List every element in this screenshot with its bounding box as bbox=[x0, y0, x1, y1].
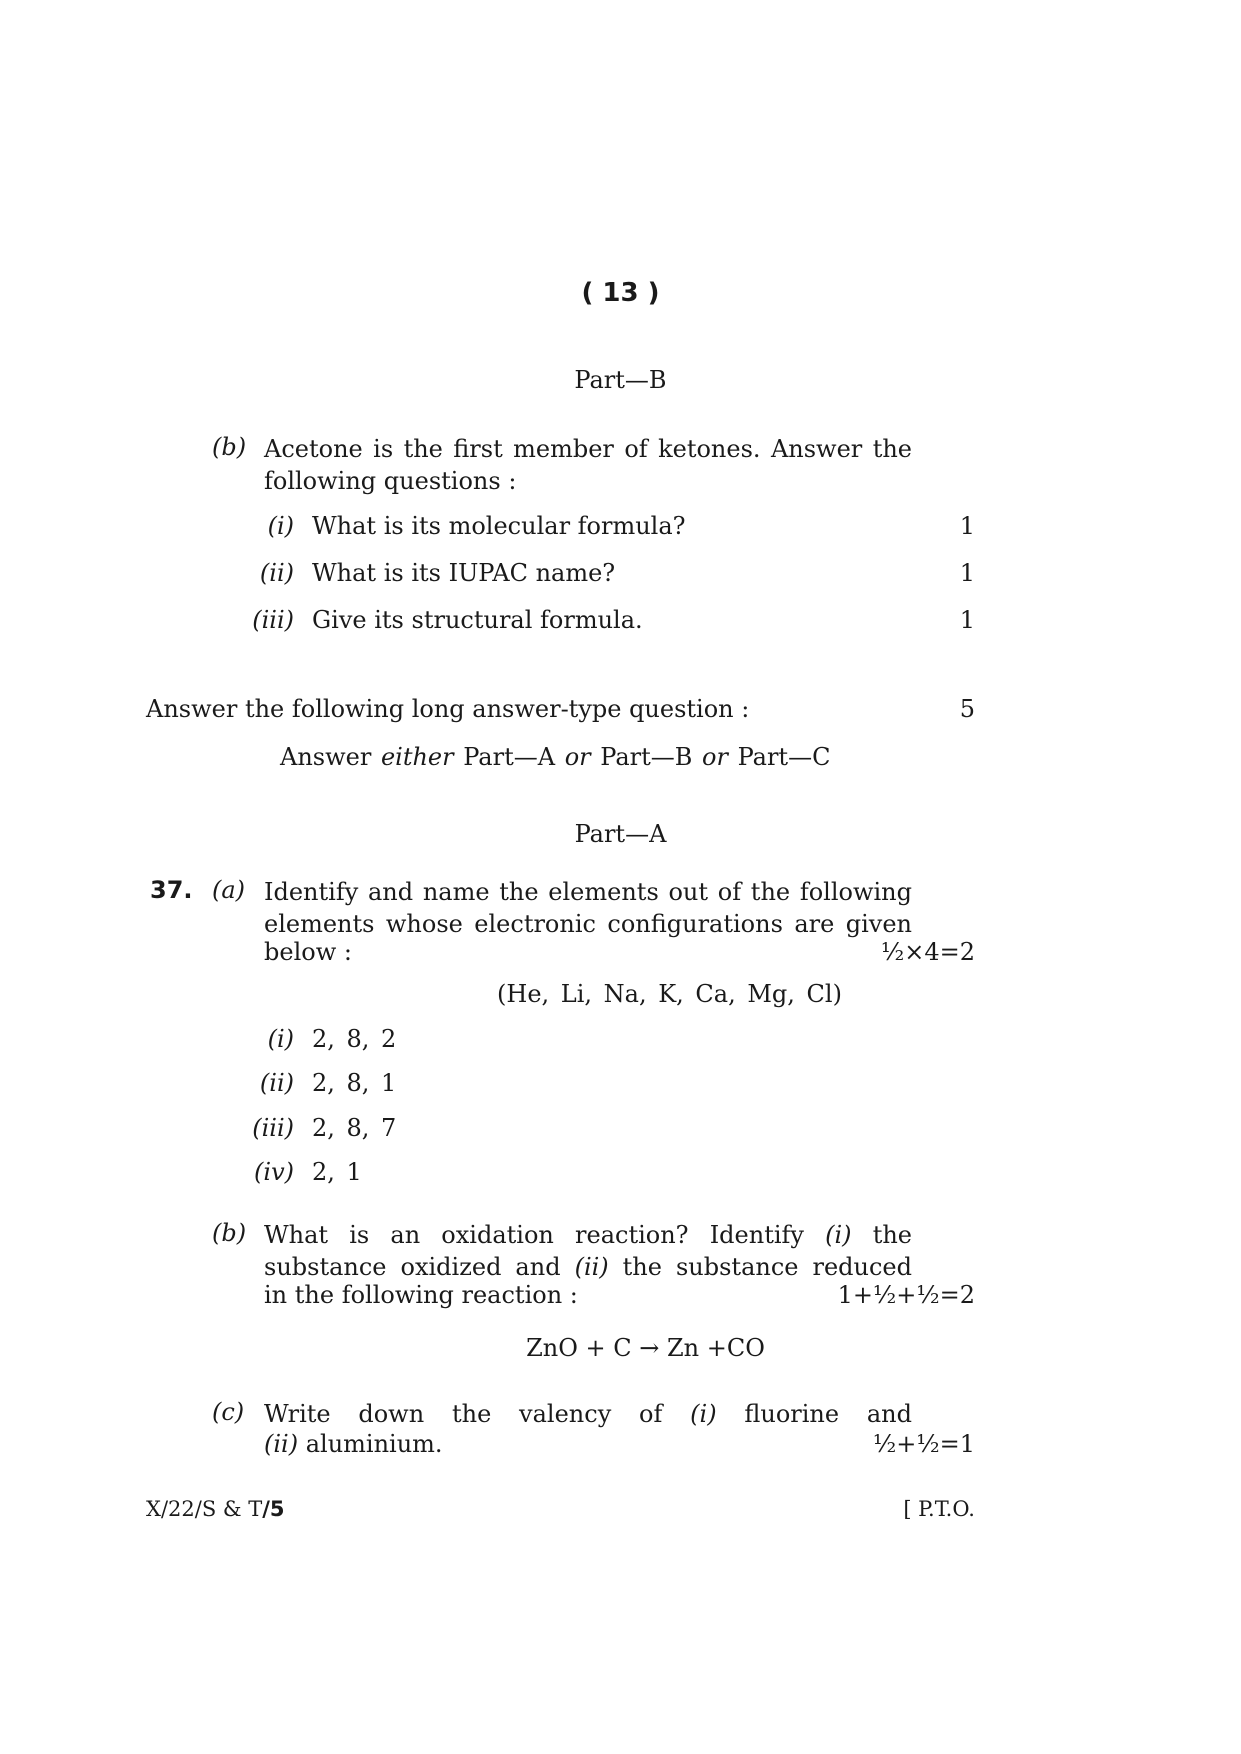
question-37a-text-line3: below : bbox=[264, 938, 352, 966]
question-37b-text-line2 bbox=[264, 1251, 912, 1283]
question-b-sub-i-mark: 1 bbox=[959, 512, 975, 540]
question-37c-line1-part1: Write down the valency of bbox=[264, 1400, 691, 1428]
either-text-1: Answer bbox=[280, 743, 381, 771]
question-37b-line1-roman: (i) bbox=[825, 1221, 852, 1249]
question-37a-element-list: (He, Li, Na, K, Ca, Mg, Cl) bbox=[497, 980, 842, 1008]
page-number: ( 13 ) bbox=[581, 278, 660, 308]
question-37c-text-line2 bbox=[264, 1430, 443, 1459]
part-a-heading: Part—A bbox=[574, 820, 667, 848]
question-b-text-line1: Acetone is the first member of ketones. Answer the bbox=[264, 435, 912, 463]
either-text-3: Part—B bbox=[590, 743, 703, 771]
question-b-label: (b) bbox=[212, 433, 247, 461]
footer-paper-code bbox=[146, 1497, 285, 1522]
or-word-1: or bbox=[564, 743, 591, 771]
question-37a-sub-ii-text: 2, 8, 1 bbox=[312, 1069, 397, 1097]
question-37b-mark: 1+½+½=2 bbox=[837, 1281, 975, 1309]
question-37a-sub-iv-text: 2, 1 bbox=[312, 1158, 362, 1186]
either-text-2: Part—A bbox=[453, 743, 565, 771]
or-word-2: or bbox=[702, 743, 728, 771]
either-or-instruction bbox=[280, 743, 830, 772]
question-37b-label: (b) bbox=[212, 1219, 247, 1247]
question-37b-text-line3: in the following reaction : bbox=[264, 1281, 578, 1309]
question-37a-text-line1: Identify and name the elements out of the following bbox=[264, 878, 912, 906]
long-answer-instruction: Answer the following long answer-type question : bbox=[146, 695, 750, 723]
question-37a-sub-ii-label: (ii) bbox=[259, 1069, 294, 1097]
question-37c-line1-part2: fluorine and bbox=[716, 1400, 912, 1428]
question-b-sub-ii-text: What is its IUPAC name? bbox=[312, 559, 616, 587]
question-37a-sub-i-label: (i) bbox=[267, 1025, 294, 1053]
question-37b-line2-part1: substance oxidized and bbox=[264, 1253, 575, 1281]
question-37c-label: (c) bbox=[212, 1398, 245, 1426]
question-37b-text-line1 bbox=[264, 1219, 912, 1251]
question-37b-reaction-equation: ZnO + C → Zn +CO bbox=[526, 1334, 765, 1362]
question-37c-line2-text: aluminium. bbox=[298, 1430, 443, 1458]
question-37a-text-line2: elements whose electronic configurations are given bbox=[264, 910, 912, 938]
question-b-sub-iii-text: Give its structural formula. bbox=[312, 606, 643, 634]
footer-code-bold: /5 bbox=[262, 1497, 285, 1521]
question-37a-sub-iii-text: 2, 8, 7 bbox=[312, 1114, 397, 1142]
question-b-sub-ii-mark: 1 bbox=[959, 559, 975, 587]
either-text-4: Part—C bbox=[727, 743, 831, 771]
question-37a-mark: ½×4=2 bbox=[880, 938, 975, 966]
question-37c-line2-roman: (ii) bbox=[264, 1430, 299, 1458]
question-37-number: 37. bbox=[150, 876, 193, 904]
question-b-sub-ii-label: (ii) bbox=[259, 559, 294, 587]
question-b-sub-i-text: What is its molecular formula? bbox=[312, 512, 686, 540]
long-answer-mark: 5 bbox=[959, 695, 975, 723]
question-37c-text-line1 bbox=[264, 1398, 912, 1430]
question-b-sub-i-label: (i) bbox=[267, 512, 294, 540]
question-b-sub-iii-mark: 1 bbox=[959, 606, 975, 634]
question-37c-mark: ½+½=1 bbox=[872, 1430, 975, 1458]
question-37a-sub-i-text: 2, 8, 2 bbox=[312, 1025, 397, 1053]
either-word: either bbox=[380, 743, 454, 771]
question-37a-sub-iv-label: (iv) bbox=[254, 1158, 294, 1186]
question-37a-label: (a) bbox=[212, 876, 246, 904]
question-37b-line2-roman: (ii) bbox=[574, 1253, 609, 1281]
question-37b-line2-part2: the substance reduced bbox=[608, 1253, 912, 1281]
footer-code-text: X/22/S & T bbox=[146, 1497, 263, 1521]
question-37c-line1-roman: (i) bbox=[690, 1400, 717, 1428]
part-b-heading: Part—B bbox=[574, 366, 667, 394]
question-b-text-line2: following questions : bbox=[264, 467, 517, 495]
question-37b-line1-part1: What is an oxidation reaction? Identify bbox=[264, 1221, 826, 1249]
question-37a-sub-iii-label: (iii) bbox=[252, 1114, 294, 1142]
question-37b-line1-part2: the bbox=[851, 1221, 913, 1249]
footer-pto: [ P.T.O. bbox=[903, 1497, 975, 1521]
question-b-sub-iii-label: (iii) bbox=[252, 606, 294, 634]
